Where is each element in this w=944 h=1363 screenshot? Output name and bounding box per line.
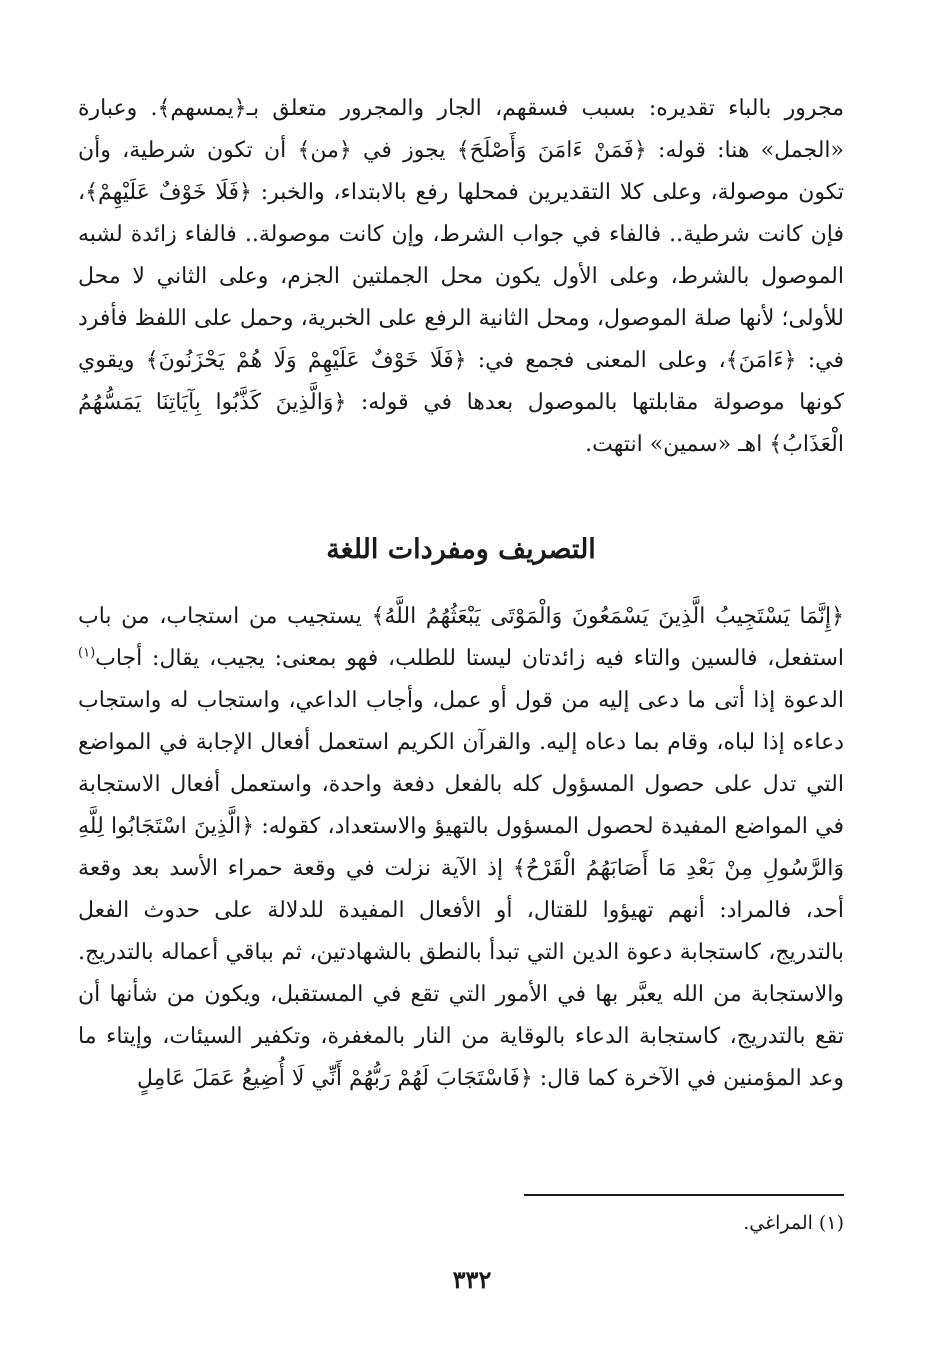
paragraph-2-text-end: الدعوة إذا أتى ما دعى إليه من قول أو عمل، وأجاب الداعي، واستجاب له واستجاب دعاءه إذا لباه، وقام بما دعاه إليه. والقرآن الكريم استعمل أفعال الإجابة في المواضع التي تدل على حصول المسؤول كله بالفعل دفعة واحدة، واستعمل أفعال الاستجابة في المواضع المفيدة لحصول المسؤول بالتهيؤ والاستعداد، كقوله: ﴿الَّذِينَ اسْتَجَابُوا لِلَّهِ وَالرَّسُولِ مِنْ بَعْدِ مَا أَصَابَهُمُ الْقَرْحُ﴾ إذ الآية نزلت في وقعة حمراء الأسد بعد وقعة أحد، فالمراد: أنهم تهيؤوا للقتال، أو الأفعال المفيدة للدلالة على حدوث الفعل بالتدريج، كاستجابة دعوة الدين التي تبدأ بالنطق بالشهادتين، ثم بباقي أعماله بالتدريج. والاستجابة من الله يعبَّر بها في الأمور التي تقع في المستقبل، ويكون من شأنها أن تقع بالتدريج، كاستجابة الدعاء بالوقاية من النار بالمغفرة، وتكفير السيئات، وإيتاء ما وعد المؤمنين في الآخرة كما قال: ﴿فَاسْتَجَابَ لَهُمْ رَبُّهُمْ أَنِّي لَا أُضِيعُ عَمَلَ عَامِلٍ: [78, 688, 845, 1091]
body-paragraph-2: [78, 596, 844, 1100]
paragraph-2-text-start: ﴿إِنَّمَا يَسْتَجِيبُ الَّذِينَ يَسْمَعُونَ وَالْمَوْتَى يَبْعَثُهُمُ اللَّهُ﴾ يستجيب من استجاب، من باب استفعل، فالسين والتاء فيه زائدتان ليستا للطلب، فهو بمعنى: يجيب، يقال: أجاب: [78, 604, 844, 671]
footnote: (١) المراغي.: [743, 1212, 844, 1234]
page-number: ٣٣٢: [452, 1265, 492, 1294]
body-paragraph-1: مجرور بالباء تقديره: بسبب فسقهم، الجار والمجرور متعلق بـ﴿يمسهم﴾. وعبارة «الجمل» هنا: قوله: ﴿فَمَنْ ءَامَنَ وَأَصْلَحَ﴾ يجوز في ﴿من﴾ أن تكون شرطية، وأن تكون موصولة، وعلى كلا التقديرين فمحلها رفع بالابتداء، والخبر: ﴿فَلَا خَوْفٌ عَلَيْهِمْ﴾، فإن كانت شرطية.. فالفاء في جواب الشرط، وإن كانت موصولة.. فالفاء زائدة لشبه الموصول بالشرط، وعلى الأول يكون محل الجملتين الجزم، وعلى الثاني لا محل للأولى؛ لأنها صلة الموصول، ومحل الثانية الرفع على الخبرية، وحمل على اللفظ فأفرد في: ﴿ءَامَنَ﴾، وعلى المعنى فجمع في: ﴿فَلَا خَوْفٌ عَلَيْهِمْ وَلَا هُمْ يَحْزَنُونَ﴾ ويقوي كونها موصولة مقابلتها بالموصول بعدها في قوله: ﴿وَالَّذِينَ كَذَّبُوا بِآيَاتِنَا يَمَسُّهُمُ الْعَذَابُ﴾ اهـ «سمين» انتهت.: [78, 96, 844, 457]
section-heading: التصريف ومفردات اللغة: [326, 534, 596, 565]
footnote-divider: [524, 1194, 844, 1196]
footnote-reference[interactable]: (١): [78, 645, 96, 661]
